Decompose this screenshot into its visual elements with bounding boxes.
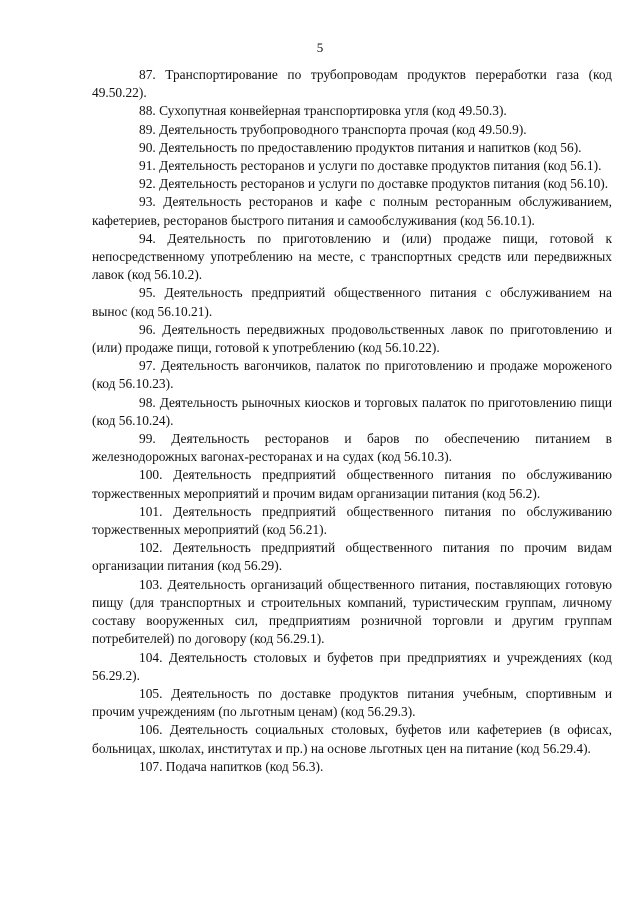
list-item: 98. Деятельность рыночных киосков и торговых палаток по приготовлению пищи (код 56.10.24). — [92, 394, 612, 428]
list-item: 107. Подача напитков (код 56.3). — [139, 758, 324, 774]
list-item: 96. Деятельность передвижных продовольственных лавок по приготовлению и (или) продаже пищи, готовой к употреблению (код 56.10.22). — [92, 321, 612, 356]
list-item: 101. Деятельность предприятий общественного питания по обслуживанию торжественных мероприятий (код 56.21). — [92, 503, 612, 538]
list-item: 89. Деятельность трубопроводного транспорта прочая (код 49.50.9). — [139, 121, 527, 137]
list-item: 92. Деятельность ресторанов и услуги по доставке продуктов питания (код 56.10). — [139, 176, 609, 192]
list-item: 91. Деятельность ресторанов и услуги по доставке продуктов питания (код 56.1). — [139, 158, 602, 174]
list-item: 90. Деятельность по предоставлению продуктов питания и напитков (код 56). — [139, 139, 582, 155]
list-item: 93. Деятельность ресторанов и кафе с полным ресторанным обслуживанием, кафетериев, ресторанов быстрого питания и самообслуживания (код 56.10.1). — [92, 194, 612, 228]
list-item: 88. Сухопутная конвейерная транспортировка угля (код 49.50.3). — [139, 103, 507, 119]
page-number: 5 — [316, 40, 324, 55]
list-item: 103. Деятельность организаций общественного питания, поставляющих готовую пищу (для транспортных и строительных компаний, туристическим группам, личному составу вооруженных сил, предприятиям розничной торговли и другим группам потребителей) по договору (код 56.29.1). — [92, 576, 612, 647]
list-item: 100. Деятельность предприятий общественного питания по обслуживанию торжественных мероприятий и прочим видам организации питания (код 56.2). — [92, 467, 612, 501]
activity-list — [92, 66, 612, 776]
list-item: 94. Деятельность по приготовлению и (или) продаже пищи, готовой к непосредственному употреблению на месте, с транспортных средств или передвижных лавок (код 56.10.2). — [92, 230, 612, 283]
list-item: 95. Деятельность предприятий общественного питания с обслуживанием на вынос (код 56.10.21). — [92, 285, 612, 319]
list-item: 97. Деятельность вагончиков, палаток по приготовлению и продаже мороженого (код 56.10.23). — [92, 358, 612, 392]
list-item: 106. Деятельность социальных столовых, буфетов или кафетериев (в офисах, больницах, школах, институтах и пр.) на основе льготных цен на питание (код 56.29.4). — [92, 722, 612, 756]
list-item: 99. Деятельность ресторанов и баров по обеспечению питанием в железнодорожных вагонах-ресторанах и на судах (код 56.10.3). — [92, 431, 612, 465]
list-item: 87. Транспортирование по трубопроводам продуктов переработки газа (код 49.50.22). — [92, 67, 612, 101]
list-item: 104. Деятельность столовых и буфетов при предприятиях и учреждениях (код 56.29.2). — [92, 649, 612, 683]
list-item: 102. Деятельность предприятий общественного питания по прочим видам организации питания (код 56.29). — [92, 540, 612, 574]
list-item: 105. Деятельность по доставке продуктов питания учебным, спортивным и прочим учреждениям (по льготным ценам) (код 56.29.3). — [92, 685, 612, 720]
